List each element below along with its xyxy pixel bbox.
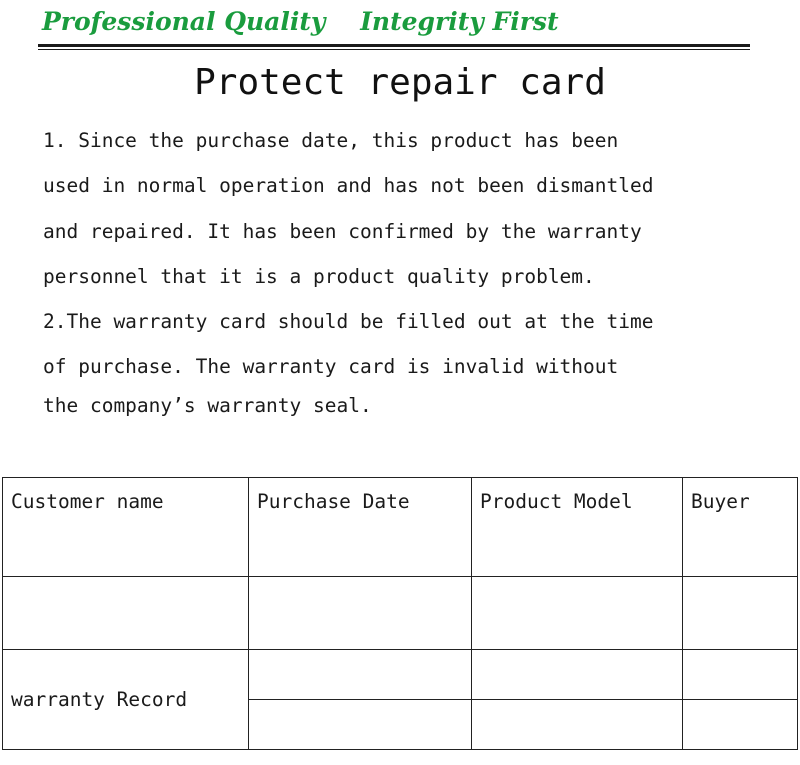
slogan-header: Professional Quality Integrity First <box>42 7 559 36</box>
header-divider-thick <box>38 44 750 47</box>
terms-line-5: 2.The warranty card should be filled out at the time <box>43 310 654 333</box>
product-model-field[interactable] <box>472 577 683 650</box>
product-model-label: Product Model <box>480 490 633 513</box>
terms-line-7: the company’s warranty seal. <box>43 394 372 417</box>
warranty-record-cell[interactable] <box>683 700 798 750</box>
header-cell-product-model <box>472 478 683 577</box>
warranty-record-cell[interactable] <box>472 650 683 700</box>
header-cell-customer-name <box>3 478 249 577</box>
header-cell-buyer <box>683 478 798 577</box>
terms-line-3: and repaired. It has been confirmed by the warranty <box>43 220 642 243</box>
purchase-date-label: Purchase Date <box>257 490 410 513</box>
warranty-table <box>2 477 798 750</box>
terms-line-6: of purchase. The warranty card is invalid without <box>43 355 619 378</box>
warranty-record-cell[interactable] <box>683 650 798 700</box>
terms-line-4: personnel that it is a product quality problem. <box>43 265 595 288</box>
warranty-record-label: warranty Record <box>11 688 188 711</box>
warranty-record-cell[interactable] <box>249 650 472 700</box>
purchase-date-field[interactable] <box>249 577 472 650</box>
warranty-record-label-cell <box>3 650 249 750</box>
header-cell-purchase-date <box>249 478 472 577</box>
warranty-record-cell[interactable] <box>472 700 683 750</box>
warranty-record-cell[interactable] <box>249 700 472 750</box>
buyer-label: Buyer <box>691 490 750 513</box>
header-divider-thin <box>38 49 750 50</box>
terms-line-1: 1. Since the purchase date, this product has been <box>43 129 619 152</box>
customer-name-field[interactable] <box>3 577 249 650</box>
terms-line-2: used in normal operation and has not been dismantled <box>43 174 654 197</box>
customer-name-label: Customer name <box>11 490 164 513</box>
buyer-field[interactable] <box>683 577 798 650</box>
page-title: Protect repair card <box>194 62 606 103</box>
